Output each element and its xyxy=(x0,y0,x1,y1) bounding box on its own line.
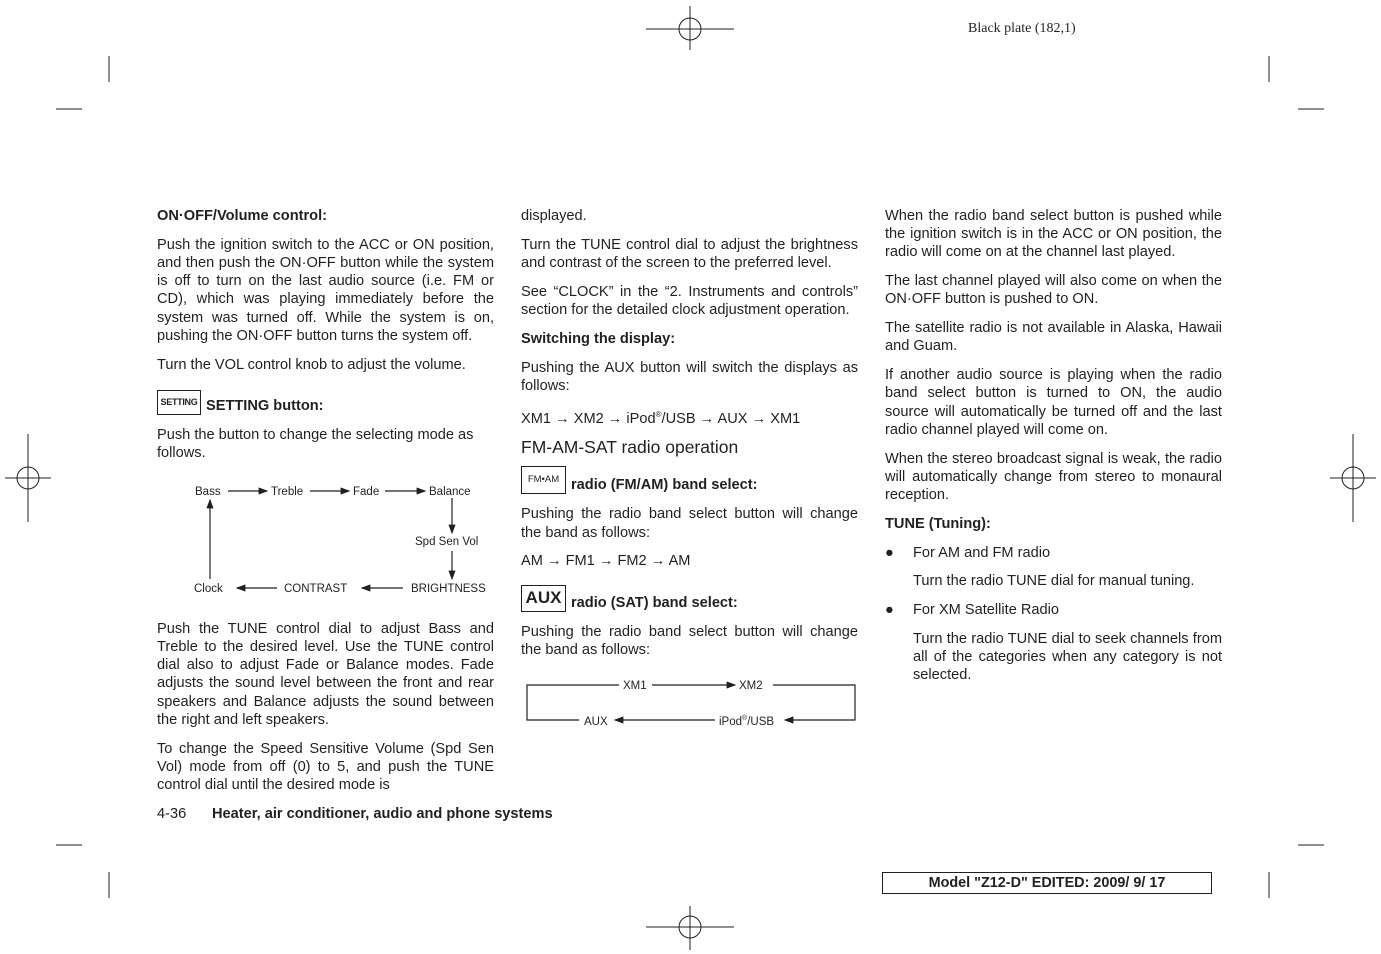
paragraph-band-select-on: When the radio band select button is pushed while the ignition switch is in the ACC or ON position, the radio will come on at the channel last played. xyxy=(885,208,1222,261)
heading-fm-am-sat: FM-AM-SAT radio operation xyxy=(521,437,739,458)
paragraph-setting: Push the button to change the selecting mode as follows. xyxy=(157,426,474,462)
model-edited-label: Model "Z12-D" EDITED: 2009/ 9/ 17 xyxy=(882,872,1212,894)
bullet-xm-satellite xyxy=(885,601,1222,619)
column-2 xyxy=(521,207,858,730)
page-number: 4-36 xyxy=(157,806,187,822)
setting-button-icon: SETTING xyxy=(157,390,201,415)
paragraph-sat-band: Pushing the radio band select button will change the band as follows: xyxy=(521,623,858,658)
column-1 xyxy=(157,207,494,805)
label-spd-sen-vol: Spd Sen Vol xyxy=(415,535,479,548)
column-3 xyxy=(885,207,1222,695)
aux-button-icon: AUX xyxy=(521,585,566,612)
display-sequence-a: XM1 → XM2 → iPod xyxy=(521,410,656,427)
label-brightness: BRIGHTNESS xyxy=(411,582,486,595)
label-ipod-reg: ® xyxy=(742,714,748,722)
sat-flow-diagram xyxy=(521,670,858,730)
bullet-am-fm-label: For AM and FM radio xyxy=(913,544,1051,561)
fm-am-button-icon: FM•AM xyxy=(521,466,566,494)
paragraph-satellite-availability: The satellite radio is not available in Alaska, Hawaii and Guam. xyxy=(885,320,1222,355)
heading-sat-band-select: radio (SAT) band select: xyxy=(571,594,738,611)
display-sequence-b: /USB → AUX → XM1 xyxy=(661,410,801,427)
paragraph-clock-ref: See “CLOCK” in the “2. Instruments and controls” section for the detailed clock adjustment operation. xyxy=(521,283,858,318)
label-clock: Clock xyxy=(194,582,223,595)
sat-diagram xyxy=(521,670,858,730)
label-aux: AUX xyxy=(584,715,608,728)
setting-heading-row xyxy=(157,390,494,415)
line-aux-to-xm1 xyxy=(527,685,619,720)
paragraph-tune-adjust: Push the TUNE control dial to adjust Bass and Treble to the desired level. Use the TUNE control dial also to adjust Fade or Balance modes. Fade adjusts the sound level between the front and rear speakers and Balance adjusts the sound between the right and left speakers. xyxy=(157,620,494,728)
bullet-dot: ● xyxy=(885,602,894,619)
display-sequence xyxy=(521,406,858,428)
bullet-dot: ● xyxy=(885,544,894,561)
label-treble: Treble xyxy=(271,485,304,498)
paragraph-manual-tuning: Turn the radio TUNE dial for manual tuning. xyxy=(913,573,1195,590)
heading-tune-tuning: TUNE (Tuning): xyxy=(885,515,991,532)
section-title: Heater, air conditioner, audio and phone systems xyxy=(212,806,553,822)
label-fade: Fade xyxy=(353,485,380,498)
paragraph-volume: Turn the VOL control knob to adjust the volume. xyxy=(157,356,466,373)
label-ipod: iPod xyxy=(719,715,743,728)
paragraph-last-channel: The last channel played will also come on when the ON·OFF button is pushed to ON. xyxy=(885,273,1222,308)
fmam-sequence: AM → FM1 → FM2 → AM xyxy=(521,553,691,570)
fmam-heading-row xyxy=(521,466,858,494)
label-contrast: CONTRAST xyxy=(284,582,348,595)
paragraph-stereo-weak: When the stereo broadcast signal is weak, the radio will automatically change from stereo to monaural reception. xyxy=(885,450,1222,504)
sat-heading-row xyxy=(521,585,858,612)
paragraph-other-source: If another audio source is playing when the radio band select button is turned to ON, the audio source will automatically be turned off and the last radio channel played will come on. xyxy=(885,367,1222,438)
paragraph-displayed: displayed. xyxy=(521,208,587,224)
line-xm2-to-ipod xyxy=(773,685,855,720)
paragraph-brightness: Turn the TUNE control dial to adjust the brightness and contrast of the screen to the preferred level. xyxy=(521,236,858,271)
paragraph-onoff: Push the ignition switch to the ACC or ON position, and then push the ON·OFF button while the system is off to turn on the last audio source (i.e. FM or CD), which was playing immediately before the system was turned off. While the system is on, pushing the ON·OFF button turns the system off. xyxy=(157,236,494,344)
label-xm2: XM2 xyxy=(739,679,763,692)
heading-setting-button: SETTING button: xyxy=(206,397,324,414)
bullet-xm-label: For XM Satellite Radio xyxy=(913,602,1059,619)
heading-switching-display: Switching the display: xyxy=(521,330,676,347)
paragraph-seek-channels: Turn the radio TUNE dial to seek channels from all of the categories when any category is not selected. xyxy=(913,631,1222,684)
label-bass: Bass xyxy=(195,485,221,498)
plate-label: Black plate (182,1) xyxy=(968,21,1076,36)
setting-flow-diagram xyxy=(157,473,494,620)
setting-diagram xyxy=(157,473,494,620)
label-balance: Balance xyxy=(429,485,471,498)
heading-fmam-band-select: radio (FM/AM) band select: xyxy=(571,477,758,494)
paragraph-fmam-band: Pushing the radio band select button will change the band as follows: xyxy=(521,506,858,541)
label-xm1: XM1 xyxy=(623,679,647,692)
registered-mark: ® xyxy=(655,409,662,419)
paragraph-aux-button: Pushing the AUX button will switch the displays as follows: xyxy=(521,359,858,394)
label-ipod-usb xyxy=(719,714,774,728)
paragraph-spd-sen-vol: To change the Speed Sensitive Volume (Spd Sen Vol) mode from off (0) to 5, and push the TUNE control dial until the desired mode is xyxy=(157,740,494,794)
label-usb: /USB xyxy=(747,715,775,728)
bullet-am-fm xyxy=(885,544,1222,562)
heading-onoff-volume: ON·OFF/Volume control: xyxy=(157,208,327,224)
